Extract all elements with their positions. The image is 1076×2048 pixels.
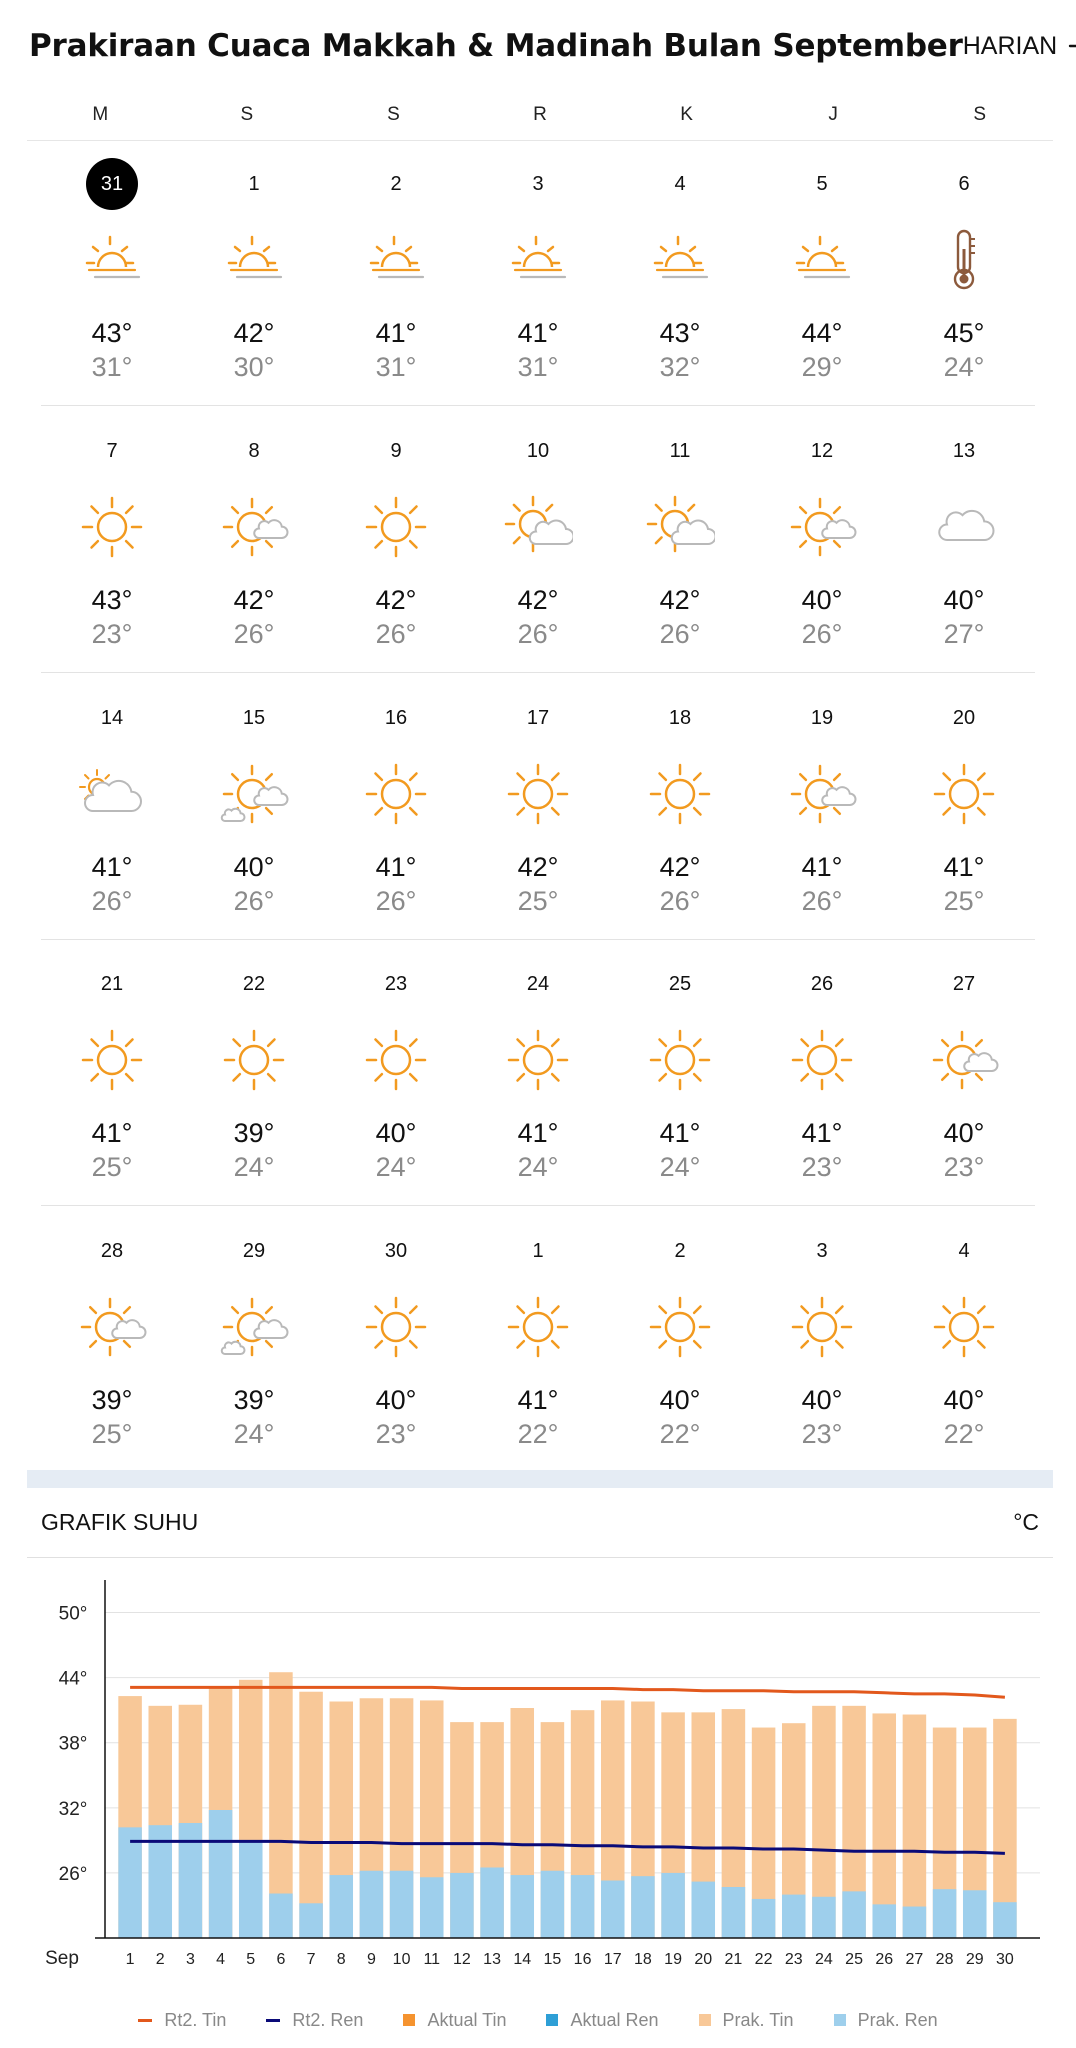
high-temp: 41° xyxy=(517,1118,559,1148)
high-temp: 41° xyxy=(659,1118,701,1148)
day-number: 8 xyxy=(248,440,260,462)
high-temp: 40° xyxy=(943,585,985,615)
high-temp: 41° xyxy=(91,852,133,882)
sun-icon xyxy=(645,1292,715,1362)
y-tick-label: 50° xyxy=(58,1603,88,1625)
high-temp: 41° xyxy=(91,1118,133,1148)
arrow-right-icon xyxy=(1067,34,1076,58)
legend-item[interactable] xyxy=(546,2000,658,2040)
sun-icon xyxy=(787,1292,857,1362)
day-cell[interactable] xyxy=(467,1207,609,1472)
section-divider xyxy=(27,1470,1053,1488)
legend-swatch xyxy=(546,2014,558,2026)
sun-small-cloud-icon xyxy=(787,492,857,562)
bar-prak-ren xyxy=(722,1887,746,1938)
graph-title: GRAFIK SUHU xyxy=(41,1509,199,1535)
x-tick-label: 30 xyxy=(996,1951,1014,1968)
low-temp: 25° xyxy=(943,886,985,916)
unit-toggle[interactable]: °C xyxy=(1013,1509,1039,1535)
bar-prak-ren xyxy=(691,1882,715,1938)
low-temp: 26° xyxy=(801,619,843,649)
day-cell[interactable] xyxy=(609,674,751,939)
haze-icon xyxy=(77,225,147,295)
week-row xyxy=(41,407,1035,673)
bar-prak-ren xyxy=(782,1895,806,1938)
high-temp: 41° xyxy=(375,852,417,882)
sun-two-clouds-icon xyxy=(219,759,289,829)
bar-prak-ren xyxy=(329,1875,353,1938)
low-temp: 23° xyxy=(91,619,133,649)
day-cell[interactable] xyxy=(467,674,609,939)
day-cell[interactable] xyxy=(609,1207,751,1472)
day-cell[interactable] xyxy=(41,940,183,1205)
day-number: 30 xyxy=(384,1240,408,1262)
day-number: 24 xyxy=(526,973,550,995)
low-temp: 24° xyxy=(517,1152,559,1182)
x-tick-label: 19 xyxy=(664,1951,682,1968)
x-tick-label: 2 xyxy=(155,1951,165,1968)
legend-label: Prak. Ren xyxy=(857,2009,938,2030)
x-tick-label: 4 xyxy=(216,1951,226,1968)
day-cell[interactable] xyxy=(41,674,183,939)
day-number: 6 xyxy=(958,173,970,195)
low-temp: 25° xyxy=(517,886,559,916)
low-temp: 25° xyxy=(91,1152,133,1182)
bar-prak-ren xyxy=(450,1873,474,1938)
day-cell[interactable] xyxy=(183,940,325,1205)
sun-small-cloud-icon xyxy=(219,492,289,562)
bar-prak-ren xyxy=(209,1810,233,1938)
legend-item[interactable] xyxy=(138,2000,226,2040)
day-number: 27 xyxy=(952,973,976,995)
bar-prak-ren xyxy=(269,1894,293,1938)
low-temp: 30° xyxy=(233,352,275,382)
bar-prak-ren xyxy=(963,1890,987,1938)
x-tick-label: 7 xyxy=(306,1951,316,1968)
page-title: Prakiraan Cuaca Makkah & Madinah Bulan September xyxy=(29,28,963,64)
day-number: 22 xyxy=(242,973,266,995)
sun-icon xyxy=(77,492,147,562)
high-temp: 42° xyxy=(375,585,417,615)
high-temp: 41° xyxy=(517,318,559,348)
day-cell[interactable] xyxy=(751,674,893,939)
legend-item[interactable] xyxy=(403,2000,506,2040)
sun-icon xyxy=(929,1292,999,1362)
day-cell[interactable] xyxy=(751,407,893,672)
day-number: 12 xyxy=(810,440,834,462)
low-temp: 29° xyxy=(801,352,843,382)
page-header xyxy=(29,18,1058,74)
high-temp: 41° xyxy=(517,1385,559,1415)
x-tick-label: 26 xyxy=(875,1951,894,1968)
high-temp: 43° xyxy=(91,318,133,348)
low-temp: 26° xyxy=(233,886,275,916)
high-temp: 40° xyxy=(943,1385,985,1415)
legend-item[interactable] xyxy=(266,2000,363,2040)
day-cell[interactable] xyxy=(467,940,609,1205)
x-tick-label: 25 xyxy=(845,1951,863,1968)
day-cell[interactable] xyxy=(41,1207,183,1472)
low-temp: 23° xyxy=(801,1419,843,1449)
legend-label: Rt2. Ren xyxy=(292,2009,364,2030)
haze-icon xyxy=(645,225,715,295)
bar-prak-ren xyxy=(571,1875,595,1938)
day-cell[interactable] xyxy=(893,407,1035,672)
day-number: 7 xyxy=(106,440,118,462)
high-temp: 39° xyxy=(233,1385,275,1415)
day-cell[interactable] xyxy=(893,940,1035,1205)
partly-cloudy-icon xyxy=(645,492,715,562)
x-tick-label: 9 xyxy=(366,1951,376,1968)
sun-small-cloud-icon xyxy=(77,1292,147,1362)
y-tick-label: 32° xyxy=(58,1798,88,1820)
low-temp: 26° xyxy=(91,886,133,916)
haze-icon xyxy=(219,225,289,295)
day-number: 15 xyxy=(242,707,266,729)
day-number: 3 xyxy=(816,1240,828,1262)
high-temp: 40° xyxy=(801,1385,843,1415)
high-temp: 39° xyxy=(233,1118,275,1148)
x-tick-label: 6 xyxy=(276,1951,286,1968)
low-temp: 31° xyxy=(375,352,417,382)
bar-prak-ren xyxy=(239,1841,263,1938)
legend-swatch xyxy=(403,2014,415,2026)
low-temp: 26° xyxy=(233,619,275,649)
low-temp: 32° xyxy=(659,352,701,382)
thermometer-icon xyxy=(929,225,999,295)
bar-prak-ren xyxy=(118,1827,142,1938)
day-cell[interactable] xyxy=(183,1207,325,1472)
x-tick-label: 28 xyxy=(935,1951,954,1968)
high-temp: 40° xyxy=(659,1385,701,1415)
x-tick-label: 17 xyxy=(603,1951,622,1968)
weekday-label: M xyxy=(92,104,109,125)
legend-swatch xyxy=(138,2019,152,2022)
x-tick-label: 3 xyxy=(185,1951,195,1968)
legend-item[interactable] xyxy=(699,2000,794,2040)
high-temp: 42° xyxy=(233,318,275,348)
day-cell[interactable] xyxy=(325,407,467,672)
bar-prak-tin xyxy=(872,1713,896,1938)
legend-swatch xyxy=(699,2014,711,2026)
temperature-chart-svg xyxy=(27,1570,1053,1980)
x-tick-label: 21 xyxy=(724,1951,743,1968)
x-tick-label: 18 xyxy=(634,1951,652,1968)
high-temp: 44° xyxy=(801,318,843,348)
today-day-number: 31 xyxy=(86,158,138,210)
bar-prak-ren xyxy=(842,1891,866,1938)
bar-prak-ren xyxy=(661,1873,685,1938)
low-temp: 23° xyxy=(801,1152,843,1182)
partly-cloudy-icon xyxy=(503,492,573,562)
day-cell[interactable] xyxy=(751,1207,893,1472)
sun-icon xyxy=(645,1025,715,1095)
x-tick-label: 29 xyxy=(965,1951,984,1968)
low-temp: 23° xyxy=(943,1152,985,1182)
day-cell[interactable] xyxy=(751,940,893,1205)
high-temp: 41° xyxy=(375,318,417,348)
day-cell[interactable] xyxy=(183,140,325,405)
high-temp: 40° xyxy=(943,1118,985,1148)
high-temp: 40° xyxy=(233,852,275,882)
high-temp: 43° xyxy=(659,318,701,348)
y-tick-label: 26° xyxy=(58,1863,88,1885)
weekday-header-row xyxy=(27,90,1053,141)
x-tick-label: 23 xyxy=(784,1951,803,1968)
legend-swatch xyxy=(266,2019,280,2022)
low-temp: 22° xyxy=(517,1419,559,1449)
low-temp: 24° xyxy=(659,1152,701,1182)
day-cell[interactable] xyxy=(609,407,751,672)
week-row xyxy=(41,1207,1035,1472)
low-temp: 24° xyxy=(233,1419,275,1449)
day-cell[interactable] xyxy=(467,140,609,405)
mostly-cloudy-icon xyxy=(77,759,147,829)
bar-prak-ren xyxy=(601,1881,625,1938)
day-number: 2 xyxy=(390,173,402,195)
bar-prak-ren xyxy=(872,1904,896,1938)
day-number: 21 xyxy=(100,973,124,995)
day-cell[interactable] xyxy=(41,407,183,672)
haze-icon xyxy=(361,225,431,295)
bar-prak-ren xyxy=(420,1877,444,1938)
weekday-label: J xyxy=(828,104,838,125)
sun-icon xyxy=(77,1025,147,1095)
bar-prak-ren xyxy=(631,1876,655,1938)
legend-label: Rt2. Tin xyxy=(164,2009,227,2030)
low-temp: 22° xyxy=(659,1419,701,1449)
high-temp: 39° xyxy=(91,1385,133,1415)
day-cell[interactable] xyxy=(467,407,609,672)
week-row xyxy=(41,940,1035,1206)
weekday-label: S xyxy=(387,104,400,125)
day-number: 26 xyxy=(810,973,834,995)
graph-header xyxy=(27,1488,1053,1558)
high-temp: 42° xyxy=(517,585,559,615)
bar-prak-ren xyxy=(933,1889,957,1938)
day-cell[interactable] xyxy=(325,1207,467,1472)
sun-icon xyxy=(503,1025,573,1095)
low-temp: 24° xyxy=(375,1152,417,1182)
high-temp: 41° xyxy=(943,852,985,882)
day-number: 4 xyxy=(958,1240,970,1262)
x-tick-label: 1 xyxy=(125,1951,135,1968)
sun-icon xyxy=(361,1292,431,1362)
day-number: 14 xyxy=(100,707,124,729)
chart-legend xyxy=(0,2000,1076,2040)
x-tick-label: 12 xyxy=(453,1951,471,1968)
day-cell[interactable] xyxy=(41,140,183,405)
weekday-label: K xyxy=(680,104,693,125)
bar-prak-ren xyxy=(993,1902,1017,1938)
day-cell[interactable] xyxy=(183,407,325,672)
day-number: 29 xyxy=(242,1240,266,1262)
harian-toggle-button[interactable] xyxy=(963,32,1076,61)
low-temp: 24° xyxy=(233,1152,275,1182)
legend-label: Prak. Tin xyxy=(722,2009,794,2030)
day-number: 23 xyxy=(384,973,408,995)
day-cell[interactable] xyxy=(751,140,893,405)
low-temp: 23° xyxy=(375,1419,417,1449)
low-temp: 22° xyxy=(943,1419,985,1449)
x-tick-label: 22 xyxy=(754,1951,773,1968)
day-number: 1 xyxy=(532,1240,544,1262)
sun-icon xyxy=(361,492,431,562)
low-temp: 26° xyxy=(375,619,417,649)
x-tick-label: 8 xyxy=(336,1951,346,1968)
sun-small-cloud-icon xyxy=(787,759,857,829)
day-cell[interactable] xyxy=(325,140,467,405)
bar-prak-ren xyxy=(541,1871,565,1938)
day-number: 5 xyxy=(816,173,828,195)
x-tick-label: 14 xyxy=(513,1951,532,1968)
low-temp: 31° xyxy=(91,352,133,382)
high-temp: 40° xyxy=(375,1385,417,1415)
high-temp: 41° xyxy=(801,852,843,882)
bar-prak-ren xyxy=(812,1897,836,1938)
bar-prak-tin xyxy=(903,1715,927,1938)
high-temp: 41° xyxy=(801,1118,843,1148)
sun-icon xyxy=(361,759,431,829)
x-tick-label: 11 xyxy=(423,1951,441,1968)
day-number: 1 xyxy=(248,173,260,195)
day-number: 3 xyxy=(532,173,544,195)
high-temp: 40° xyxy=(375,1118,417,1148)
weekday-label: R xyxy=(533,104,547,125)
day-cell[interactable] xyxy=(325,940,467,1205)
high-temp: 40° xyxy=(801,585,843,615)
day-number: 16 xyxy=(384,707,408,729)
x-tick-label: 20 xyxy=(694,1951,713,1968)
bar-prak-ren xyxy=(299,1903,323,1938)
high-temp: 42° xyxy=(233,585,275,615)
high-temp: 42° xyxy=(659,852,701,882)
legend-label: Aktual Ren xyxy=(570,2009,659,2030)
sun-icon xyxy=(645,759,715,829)
day-number: 25 xyxy=(668,973,692,995)
sun-icon xyxy=(503,759,573,829)
sun-icon xyxy=(219,1025,289,1095)
low-temp: 26° xyxy=(517,619,559,649)
high-temp: 42° xyxy=(517,852,559,882)
day-cell[interactable] xyxy=(893,140,1035,405)
low-temp: 26° xyxy=(375,886,417,916)
x-axis-month-label: Sep xyxy=(45,1948,79,1969)
day-number: 19 xyxy=(810,707,834,729)
cloud-icon xyxy=(929,492,999,562)
legend-label: Aktual Tin xyxy=(427,2009,507,2030)
day-cell[interactable] xyxy=(893,1207,1035,1472)
low-temp: 26° xyxy=(659,886,701,916)
bar-prak-ren xyxy=(510,1875,534,1938)
weekday-label: S xyxy=(240,104,254,125)
day-cell[interactable] xyxy=(893,674,1035,939)
day-cell[interactable] xyxy=(183,674,325,939)
x-tick-label: 27 xyxy=(905,1951,924,1968)
sun-icon xyxy=(361,1025,431,1095)
low-temp: 24° xyxy=(943,352,985,382)
day-number: 28 xyxy=(100,1240,124,1262)
low-temp: 27° xyxy=(943,619,985,649)
week-row xyxy=(41,674,1035,940)
weekday-label: S xyxy=(973,104,987,125)
low-temp: 25° xyxy=(91,1419,133,1449)
day-number: 20 xyxy=(952,707,976,729)
haze-icon xyxy=(503,225,573,295)
bar-prak-ren xyxy=(360,1871,384,1938)
low-temp: 26° xyxy=(659,619,701,649)
legend-swatch xyxy=(834,2014,846,2026)
day-number: 13 xyxy=(952,440,976,462)
low-temp: 26° xyxy=(801,886,843,916)
day-cell[interactable] xyxy=(609,140,751,405)
x-tick-label: 5 xyxy=(246,1951,256,1968)
sun-icon xyxy=(503,1292,573,1362)
day-number: 11 xyxy=(669,440,691,462)
x-tick-label: 15 xyxy=(543,1951,562,1968)
bar-prak-ren xyxy=(480,1867,504,1938)
bar-prak-ren xyxy=(752,1899,776,1938)
bar-prak-ren xyxy=(903,1907,927,1938)
sun-icon xyxy=(929,759,999,829)
day-number: 4 xyxy=(674,173,686,195)
x-tick-label: 16 xyxy=(573,1951,592,1968)
high-temp: 43° xyxy=(91,585,133,615)
sun-icon xyxy=(787,1025,857,1095)
temperature-chart xyxy=(27,1570,1053,1980)
bar-prak-ren xyxy=(390,1871,414,1938)
day-cell[interactable] xyxy=(609,940,751,1205)
day-number: 17 xyxy=(526,707,550,729)
low-temp: 31° xyxy=(517,352,559,382)
day-cell[interactable] xyxy=(325,674,467,939)
x-tick-label: 24 xyxy=(815,1951,833,1968)
y-tick-label: 44° xyxy=(58,1668,88,1690)
day-number: 9 xyxy=(390,440,402,462)
bar-prak-tin xyxy=(299,1692,323,1938)
high-temp: 45° xyxy=(943,318,985,348)
sun-small-cloud-icon xyxy=(929,1025,999,1095)
harian-label: HARIAN xyxy=(962,31,1058,60)
day-number: 10 xyxy=(526,440,550,462)
legend-item[interactable] xyxy=(834,2000,938,2040)
high-temp: 42° xyxy=(659,585,701,615)
x-tick-label: 10 xyxy=(392,1951,411,1968)
day-number: 2 xyxy=(674,1240,686,1262)
haze-icon xyxy=(787,225,857,295)
y-tick-label: 38° xyxy=(58,1733,88,1755)
x-tick-label: 13 xyxy=(483,1951,501,1968)
day-number: 18 xyxy=(668,707,692,729)
sun-two-clouds-icon xyxy=(219,1292,289,1362)
week-row xyxy=(41,140,1035,406)
